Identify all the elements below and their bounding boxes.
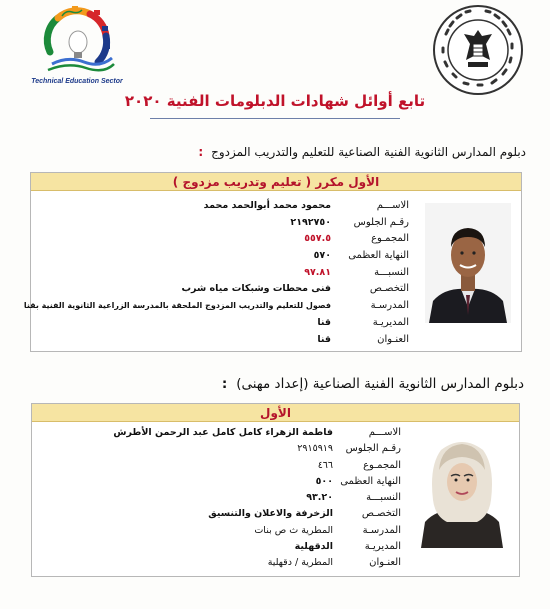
field-values	[73, 425, 333, 572]
value-total: ٥٥٧.٥	[304, 233, 331, 245]
rank-title-bar: الأول مكرر ( تعليم وتدريب مزدوج )	[31, 173, 521, 191]
label-name: الاســـم	[376, 200, 409, 211]
label-directorate: المديريـة	[364, 541, 401, 553]
label-address: العنـوان	[377, 333, 409, 345]
logo-caption: Technical Education Sector	[31, 78, 123, 85]
student-portrait-icon	[419, 430, 505, 548]
label-max-score: النهاية العظمى	[348, 250, 409, 262]
value-directorate: قنا	[317, 316, 331, 328]
ministry-seal-icon	[432, 4, 524, 96]
section-heading-text: دبلوم المدارس الثانوية الفنية الصناعية للتعليم والتدريب المزدوج	[211, 145, 526, 159]
heading-colon: :	[194, 145, 208, 159]
label-total: المجمـوع	[371, 233, 409, 245]
section-heading-dual-education	[194, 145, 526, 159]
value-specialization: فنى محطات وشبكات مياه شرب	[181, 283, 331, 295]
gear-lamp-icon	[38, 6, 116, 76]
label-specialization: التخصـص	[369, 283, 409, 295]
label-address: العنـوان	[369, 557, 401, 569]
value-seat-number: ٢١٩٢٧٥٠	[290, 216, 331, 228]
ministry-seal-logo	[432, 4, 524, 96]
value-school: فصول للتعليم والتدريب المزدوج الملحقة بالمدرسة الزراعية الثانوية الفنية بقنا	[23, 301, 331, 311]
field-labels	[329, 425, 401, 572]
value-percentage: ٩٧.٨١	[304, 266, 331, 278]
student-photo	[425, 203, 511, 323]
value-address: قنا	[317, 333, 331, 345]
label-max-score: النهاية العظمى	[340, 475, 401, 487]
label-specialization: التخصـص	[361, 508, 401, 520]
technical-education-logo	[22, 6, 132, 92]
value-school: المطرية ث ص بنات	[254, 524, 333, 536]
value-name: محمود محمد أبوالحمد محمد	[203, 200, 331, 211]
value-max-score: ٥٠٠	[315, 475, 333, 487]
value-address: المطرية / دقهلية	[267, 557, 333, 569]
label-seat-number: رقـم الجلوس	[353, 216, 409, 228]
section-heading-text: دبلوم المدارس الثانوية الفنية الصناعية (إعداد مهنى)	[236, 376, 524, 392]
page-title: تابع أوائل شهادات الدبلومات الفنية ٢٠٢٠	[124, 92, 426, 110]
label-percentage: النسبـــة	[374, 266, 409, 278]
value-name: فاطمة الزهراء كامل كامل عبد الرحمن الأطرش	[113, 427, 333, 438]
label-name: الاســـم	[368, 427, 401, 438]
label-total: المجمـوع	[363, 459, 401, 471]
value-specialization: الزخرفة والاعلان والتنسيق	[208, 508, 333, 520]
student-portrait-icon	[425, 203, 511, 323]
label-seat-number: رقـم الجلوس	[345, 443, 401, 455]
value-directorate: الدقهلية	[294, 541, 333, 553]
label-percentage: النسبـــة	[366, 492, 401, 504]
value-total: ٤٦٦	[317, 459, 333, 471]
value-percentage: ٩٣.٢٠	[306, 492, 333, 504]
rank-title-bar: الأول	[32, 404, 519, 422]
label-directorate: المديريـة	[372, 316, 409, 328]
field-labels	[337, 198, 409, 348]
section-heading-vocational	[222, 376, 524, 392]
student-photo	[419, 430, 505, 548]
label-school: المدرسـة	[362, 524, 401, 536]
title-underline	[150, 118, 400, 119]
student-card-2	[31, 403, 520, 577]
value-seat-number: ٢٩١٥٩١٩	[297, 443, 333, 455]
student-card-1	[23, 172, 522, 352]
label-school: المدرسـة	[370, 300, 409, 312]
field-values	[23, 198, 331, 348]
value-max-score: ٥٧٠	[313, 250, 331, 262]
heading-colon: :	[221, 376, 232, 392]
